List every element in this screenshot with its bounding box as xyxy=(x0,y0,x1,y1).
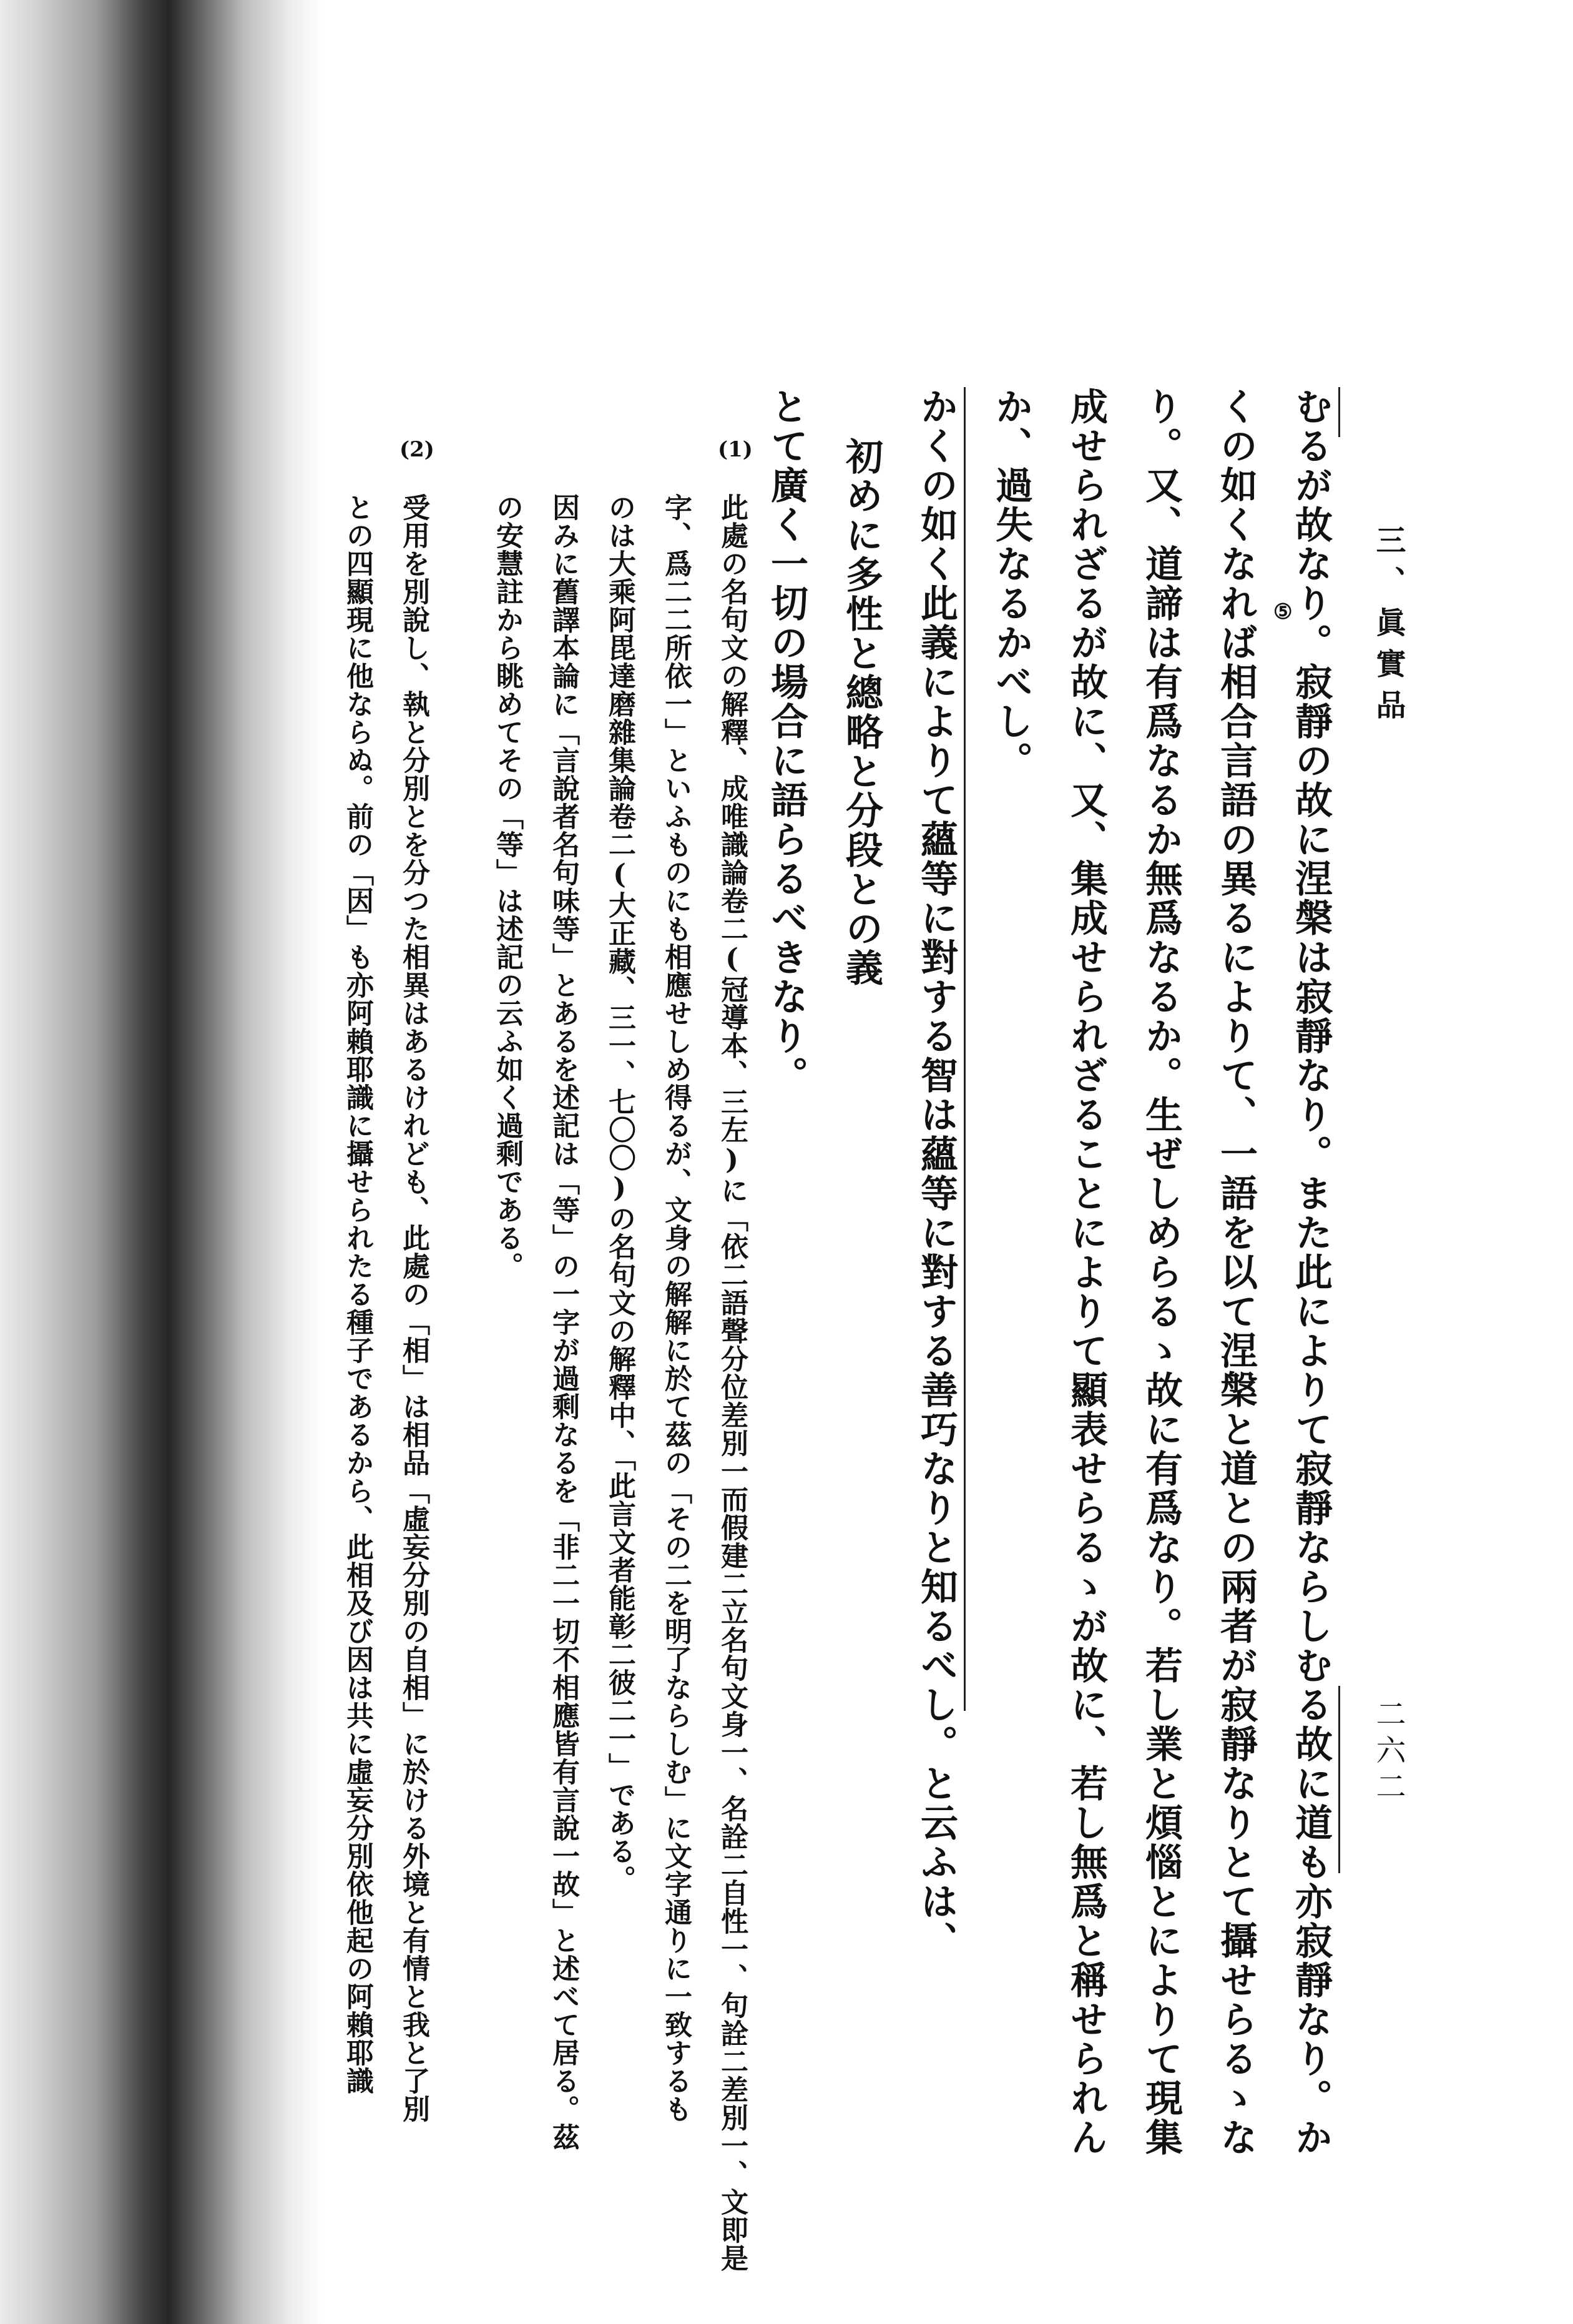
body-line: むるが故なり。寂靜の故に涅槃は寂靜なり。また此によりて寂靜ならしむる故に道も亦寂靜なり。か xyxy=(1289,387,1333,2157)
body-line-verse: 初めに多性と總略と分段との義 xyxy=(840,437,883,988)
note-reference-marker: ⑤ xyxy=(1273,599,1293,624)
body-line: 成せられざるが故に、又、集成せられざることによりて顯表せらるゝが故に、若し無爲と稱せられん xyxy=(1064,387,1108,2157)
footnote-line: 受用を別說し、執と分別とを分つた相異はあるけれども、此處の「相」は相品「虛妄分別の自相」に於ける外境と有情と我と了別 xyxy=(398,493,429,2123)
page-number: 二六二 xyxy=(1371,1698,1406,1807)
body-line: とて廣く一切の場合に語らるべきなり。 xyxy=(765,387,808,1095)
body-line: か、過失なるかべし。 xyxy=(989,387,1033,780)
footnote-marker-1: (1) xyxy=(718,437,753,462)
footnote-line: 此處の名句文の解釋、成唯識論卷二(冠導本、三左)に「依二語聲分位差別一而假建二立名句文身一、名詮二自性一、句詮二差別一、文即是 xyxy=(716,493,748,2272)
footnote-line: 因みに舊譯本論に「言說者名句味等」とあるを述記は「等」の一字が過剩なるを「非二一切不相應皆有言說一故」と述べて居る。茲 xyxy=(547,493,579,2151)
body-line: り。又、道諦は有爲なるか無爲なるか。生ぜしめらるゝ故に有爲なり。若し業と煩惱とによりて現集 xyxy=(1139,387,1183,2157)
footnote-line: 字、爲二二所依一」といふものにも相應せしめ得るが、文身の解解に於て茲の「その二を明了ならしむ」に文字通りに一致するも xyxy=(660,493,692,2123)
quote-rule xyxy=(964,387,966,1711)
body-line: かくの如く此義によりて蘊等に對する智は蘊等に對する善巧なりと知るべし。と云ふは、 xyxy=(914,387,958,1961)
quote-rule xyxy=(1338,387,1340,437)
footnote-line: のは大乘阿毘達磨雜集論卷二(大正藏、三一、七〇〇)の名句文の解釋中、「此言文者能彰二彼二一」である。 xyxy=(604,493,635,1893)
footnote-marker-2: (2) xyxy=(399,437,434,462)
footnote-line: との四顯現に他ならぬ。前の「因」も亦阿賴耶識に攝せられたる種子であるから、此相及び因は共に虛妄分別依他起の阿賴耶識 xyxy=(341,493,373,2095)
quote-rule xyxy=(1338,1686,1340,1873)
body-line: くの如くなれば相合言語の異るによりて、一語を以て涅槃と道との兩者が寂靜なりとて攝せらるゝな xyxy=(1214,387,1258,2157)
running-header-title: 三、眞實品 xyxy=(1371,524,1406,731)
footnote-line: の安慧註から眺めてその「等」は述記の云ふ如く過剩である。 xyxy=(491,493,523,1280)
